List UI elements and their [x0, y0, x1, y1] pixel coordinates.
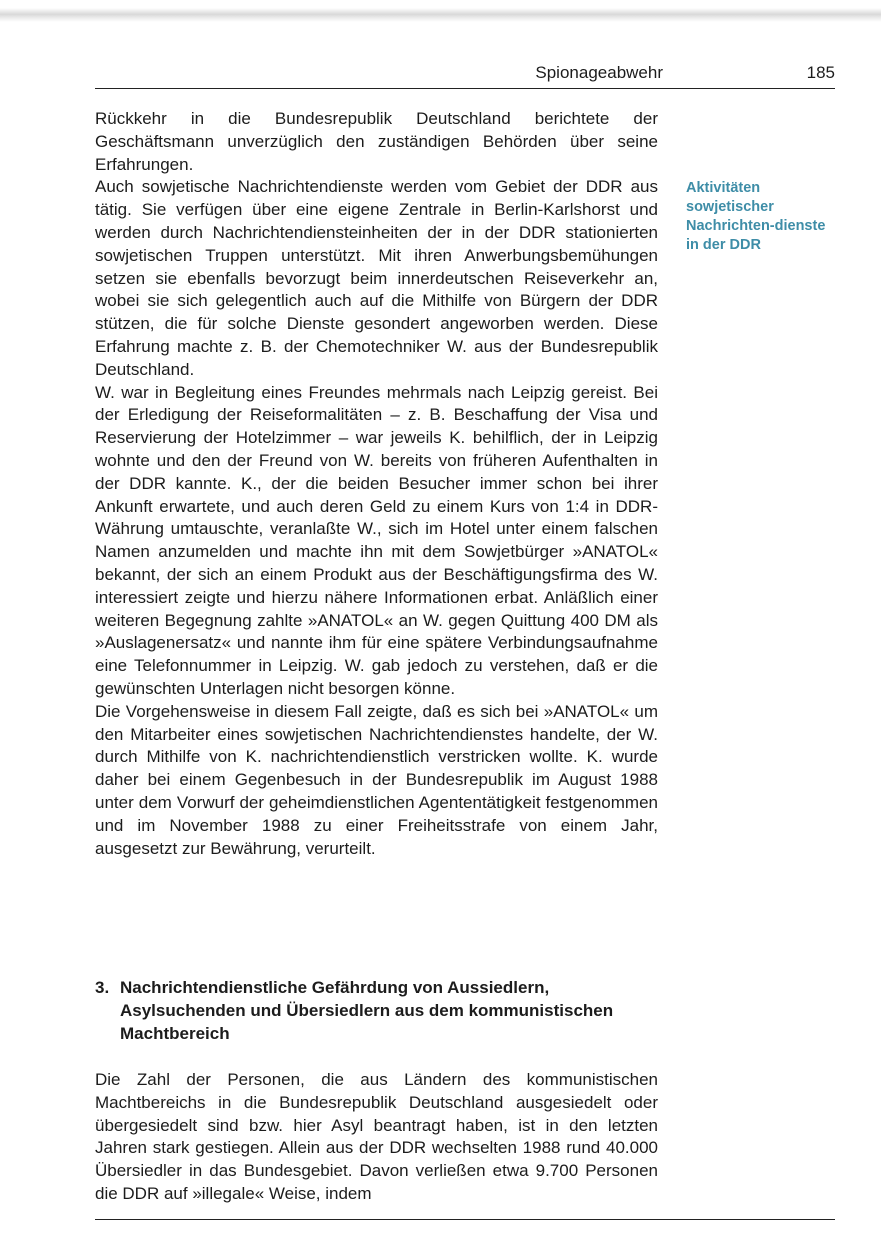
paragraph: Die Zahl der Personen, die aus Ländern des kommunistischen Machtbereichs in die Bundesrepublik Deutschland ausgesiedelt oder übergesiedelt sind bzw. hier Asyl beantragt haben, ist in den letzten Jahren stark gestiegen. Allein aus der DDR wechselten 1988 rund 40.000 Übersiedler in das Bundesgebiet. Davon verließen etwa 9.700 Personen die DDR auf »illegale« Weise, indem	[95, 1070, 658, 1203]
footer-rule	[95, 1219, 835, 1220]
scan-edge-shadow	[0, 8, 881, 22]
page-number: 185	[806, 63, 835, 82]
running-header-title: Spionageabwehr	[535, 63, 663, 82]
paragraph: Auch sowjetische Nachrichtendienste werden vom Gebiet der DDR aus tätig. Sie verfügen über eine eigene Zentrale in Berlin-Karlshorst und werden durch Nachrichtendiensteinheiten der in der DDR stationierten sowjetischen Truppen unterstützt. Mit ihren Anwerbungsbemühungen setzen sie ebenfalls bevorzugt beim innerdeutschen Reiseverkehr an, wobei sie sich gelegentlich auch auf die Mithilfe von Bürgern der DDR stützen, die für solche Dienste gesondert angeworben werden. Diese Erfahrung machte z. B. der Chemotechniker W. aus der Bundesrepublik Deutschland.	[95, 177, 658, 379]
section-number: 3.	[95, 978, 110, 997]
section-title: Nachrichtendienstliche Gefährdung von Aussiedlern, Asylsuchenden und Übersiedlern aus dem kommunistischen Machtbereich	[120, 978, 614, 1043]
margin-note: Aktivitäten sowjetischer Nachrichten-dienste in der DDR	[686, 180, 826, 253]
paragraph: Rückkehr in die Bundesrepublik Deutschland berichtete der Geschäftsmann unverzüglich den zuständigen Behörden über seine Erfahrungen.	[95, 109, 658, 174]
running-header	[95, 60, 835, 86]
section-heading	[95, 976, 655, 1045]
paragraph: Die Vorgehensweise in diesem Fall zeigte, daß es sich bei »ANATOL« um den Mitarbeiter eines sowjetischen Nachrichtendienstes handelte, der W. durch Mithilfe von K. nachrichtendienstlich verstricken wollte. K. wurde daher bei einem Gegenbesuch in der Bundesrepublik im August 1988 unter dem Vorwurf der geheimdienstlichen Agententätigkeit festgenommen und im November 1988 zu einer Freiheitsstrafe von einem Jahr, ausgesetzt zur Bewährung, verurteilt.	[95, 701, 658, 858]
section-body-text	[95, 1069, 658, 1206]
paragraph: W. war in Begleitung eines Freundes mehrmals nach Leipzig gereist. Bei der Erledigung der Reiseformalitäten – z. B. Beschaffung der Visa und Reservierung der Hotelzimmer – war jeweils K. behilflich, der in Leipzig wohnte und den der Freund von W. bereits von früheren Aufenthalten in der DDR kannte. K., der die beiden Besucher immer schon bei ihrer Ankunft erwartete, und auch deren Geld zu einem Kurs von 1:4 in DDR-Währung umtauschte, veranlaßte W., sich im Hotel unter einem falschen Namen anzumelden und machte ihn mit dem Sowjetbürger »ANATOL« bekannt, der sich an einem Produkt aus der Beschäftigungsfirma des W. interessiert zeigte und hierzu nähere Informationen erbat. Anläßlich einer weiteren Begegnung zahlte »ANATOL« an W. gegen Quittung 400 DM als »Auslagenersatz« und nannte ihm für eine spätere Verbindungsaufnahme eine Telefonnummer in Leipzig. W. gab jedoch zu verstehen, daß er die gewünschten Unterlagen nicht besorgen könne.	[95, 382, 658, 698]
header-rule	[95, 88, 835, 89]
body-text	[95, 108, 658, 860]
